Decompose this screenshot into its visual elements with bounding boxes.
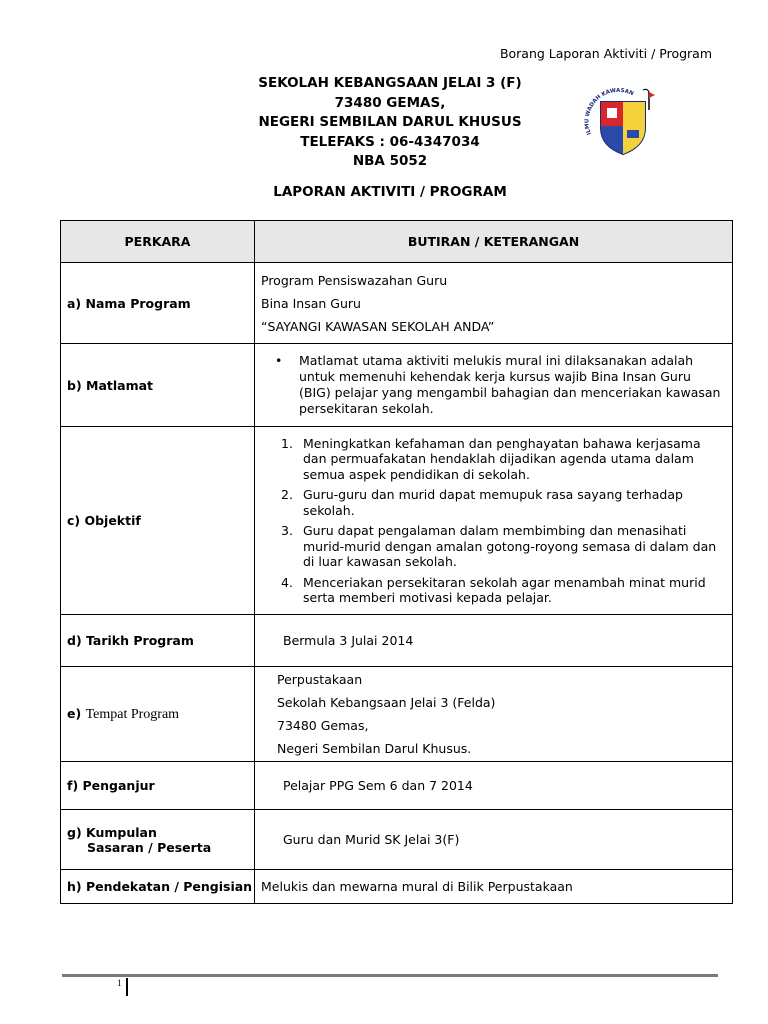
row-value-pendekatan: Melukis dan mewarna mural di Bilik Perpustakaan (255, 870, 733, 904)
page-number-bar (126, 978, 128, 996)
table-row (61, 810, 733, 870)
row-value-objektif (255, 427, 733, 615)
table-row (61, 427, 733, 615)
value-line: “SAYANGI KAWASAN SEKOLAH ANDA” (261, 318, 495, 334)
report-title: LAPORAN AKTIVITI / PROGRAM (273, 184, 507, 200)
bullet-icon: • (275, 353, 283, 368)
row-label-kumpulan: g) Kumpulan Sasaran / Peserta (61, 810, 255, 870)
row-value-kumpulan: Guru dan Murid SK Jelai 3(F) (255, 810, 733, 870)
row-value-penganjur: Pelajar PPG Sem 6 dan 7 2014 (255, 762, 733, 810)
value-line: Bina Insan Guru (261, 295, 361, 311)
matlamat-text: Matlamat utama aktiviti melukis mural ini dilaksanakan adalah untuk memenuhi kehendak kerja kursus wajib Bina Insan Guru (BIG) pelajar yang mengambil bahagian dan menceriakan kawasan persekitaran sekolah. (299, 353, 721, 416)
list-item: 2. Guru-guru dan murid dapat memupuk rasa sayang terhadap sekolah. (281, 487, 683, 518)
school-crest-logo (583, 88, 659, 156)
list-item: 4. Menceriakan persekitaran sekolah agar menambah minat murid serta memberi motivasi kepada pelajar. (281, 574, 706, 605)
school-postcode: 73480 GEMAS, (334, 94, 446, 111)
value-line: 73480 Gemas, (277, 718, 369, 733)
school-code: NBA 5052 (352, 153, 428, 169)
row-label-penganjur: f) Penganjur (61, 762, 255, 810)
footer-divider (62, 974, 718, 977)
table-row (61, 263, 733, 344)
row-value-matlamat (255, 344, 733, 427)
row-value-nama-program (255, 263, 733, 344)
row-label-pendekatan: h) Pendekatan / Pengisian (61, 870, 255, 904)
table-header-row (61, 221, 733, 263)
row-label-nama-program: a) Nama Program (61, 263, 255, 344)
value-line: Program Pensiswazahan Guru (261, 272, 448, 288)
table-row (61, 762, 733, 810)
list-item: 1. Meningkatkan kefahaman dan penghayatan bahawa kerjasama dan permuafakatan hendaklah dijadikan agenda utama dalam semua aspek pendidikan di sekolah. (281, 435, 701, 482)
page-number: 1 (117, 978, 122, 988)
row-label-tempat: e) Tempat Program (61, 667, 255, 762)
table-row (61, 344, 733, 427)
table-row (61, 870, 733, 904)
header-butiran: BUTIRAN / KETERANGAN (255, 221, 733, 263)
table-row (61, 615, 733, 667)
value-line: Negeri Sembilan Darul Khusus. (277, 741, 472, 756)
header-perkara: PERKARA (61, 221, 255, 263)
row-label-tarikh: d) Tarikh Program (61, 615, 255, 667)
school-state: NEGERI SEMBILAN DARUL KHUSUS (258, 114, 522, 130)
crest-motto: ILMU WADAH KAWASAN (584, 88, 635, 136)
document-form-label: Borang Laporan Aktiviti / Program (499, 46, 712, 61)
objektif-list (261, 436, 726, 606)
report-table (60, 220, 733, 904)
table-row (61, 667, 733, 762)
row-value-tempat (255, 667, 733, 762)
list-item: 3. Guru dapat pengalaman dalam membimbing dan menasihati murid-murid dengan amalan gotong-royong semasa di dalam dan di luar kawasan sekolah. (281, 523, 717, 569)
school-header (180, 74, 600, 172)
row-value-tarikh: Bermula 3 Julai 2014 (255, 615, 733, 667)
row-label-objektif: c) Objektif (61, 427, 255, 615)
school-name: SEKOLAH KEBANGSAAN JELAI 3 (F) (258, 75, 522, 91)
value-line: Perpustakaan (277, 672, 363, 687)
row-label-matlamat: b) Matlamat (61, 344, 255, 427)
school-telefax: TELEFAKS : 06-4347034 (300, 133, 480, 150)
value-line: Sekolah Kebangsaan Jelai 3 (Felda) (277, 695, 496, 710)
